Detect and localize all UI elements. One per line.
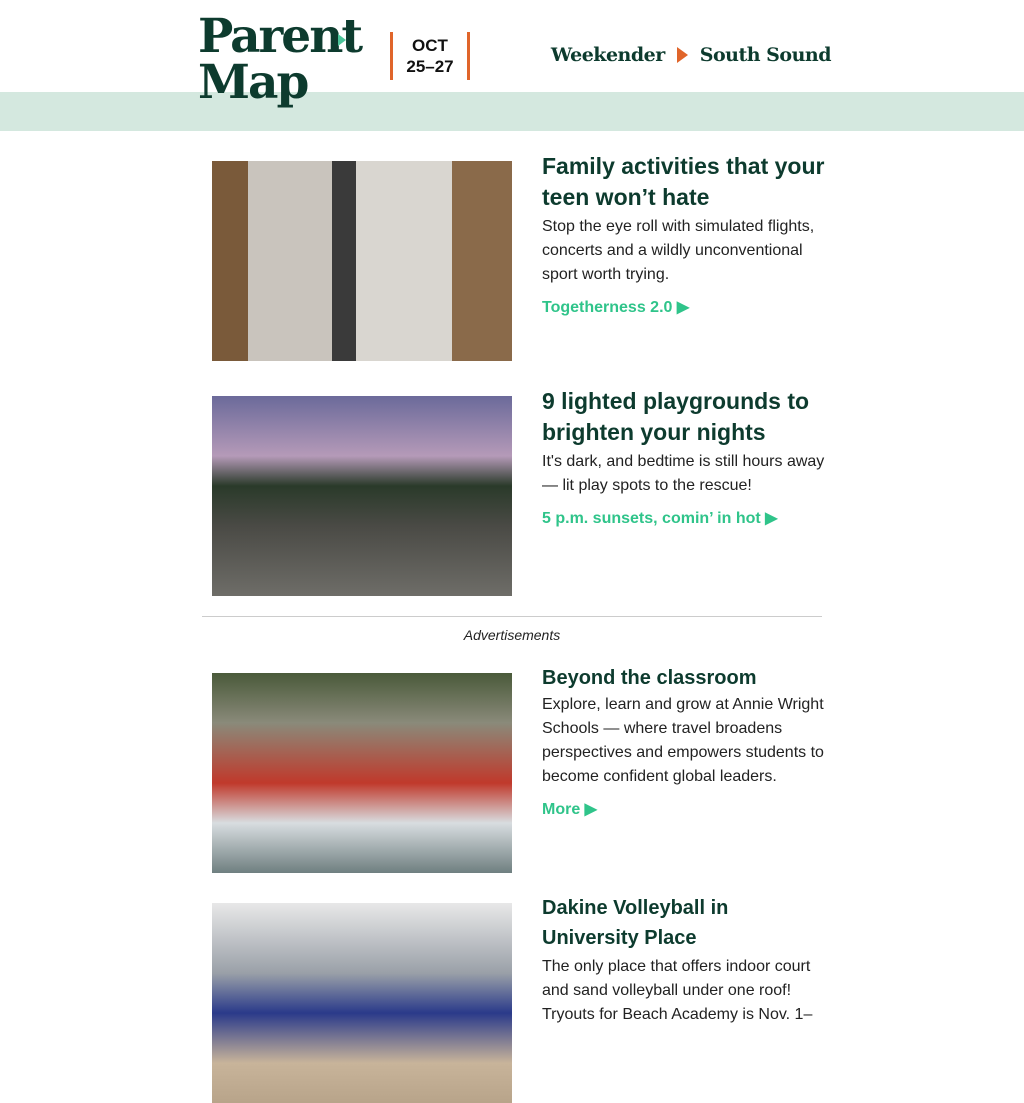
logo-line2: Map [198,55,308,110]
article-image[interactable] [212,161,512,361]
header-band [0,92,1024,131]
ad-link[interactable]: More ▶ [542,801,597,818]
nav-region: South Sound [699,44,831,66]
article-link[interactable]: 5 p.m. sunsets, comin’ in hot ▶ [542,510,778,527]
advertisements-label: Advertisements [463,627,561,643]
article-title[interactable]: 9 lighted playgrounds to brighten your nights [542,388,810,445]
play-arrow-icon [677,47,688,63]
article-body: It's dark, and bedtime is still hours away — lit play spots to the rescue! [542,453,825,494]
divider [202,616,822,617]
logo-triangle-icon [338,34,346,46]
date-range: 25–27 [406,57,454,76]
newsletter-breadcrumb [551,44,831,66]
article-link[interactable]: Togetherness 2.0 ▶ [542,299,690,316]
date-month: OCT [412,36,448,55]
article-title[interactable]: Family activities that your teen won’t hate [542,153,825,210]
nav-section: Weekender [550,44,665,66]
ad-body: The only place that offers indoor court and sand volleyball under one roof! Tryouts for Beach Academy is Nov. 1– [542,958,813,1023]
ad-title[interactable]: Beyond the classroom [542,667,757,689]
article-body: Stop the eye roll with simulated flights, concerts and a wildly unconventional sport worth trying. [542,218,815,283]
parentmap-logo[interactable] [198,9,362,110]
logo-line1: Parent [198,9,362,64]
date-block [390,32,470,80]
ad-title[interactable]: Dakine Volleyball in University Place [542,897,729,949]
ad-image[interactable] [212,673,512,873]
article-image[interactable] [212,396,512,596]
ad-body: Explore, learn and grow at Annie Wright Schools — where travel broadens perspectives and empowers students to become confident global leaders. [542,696,824,785]
ad-image[interactable] [212,903,512,1103]
